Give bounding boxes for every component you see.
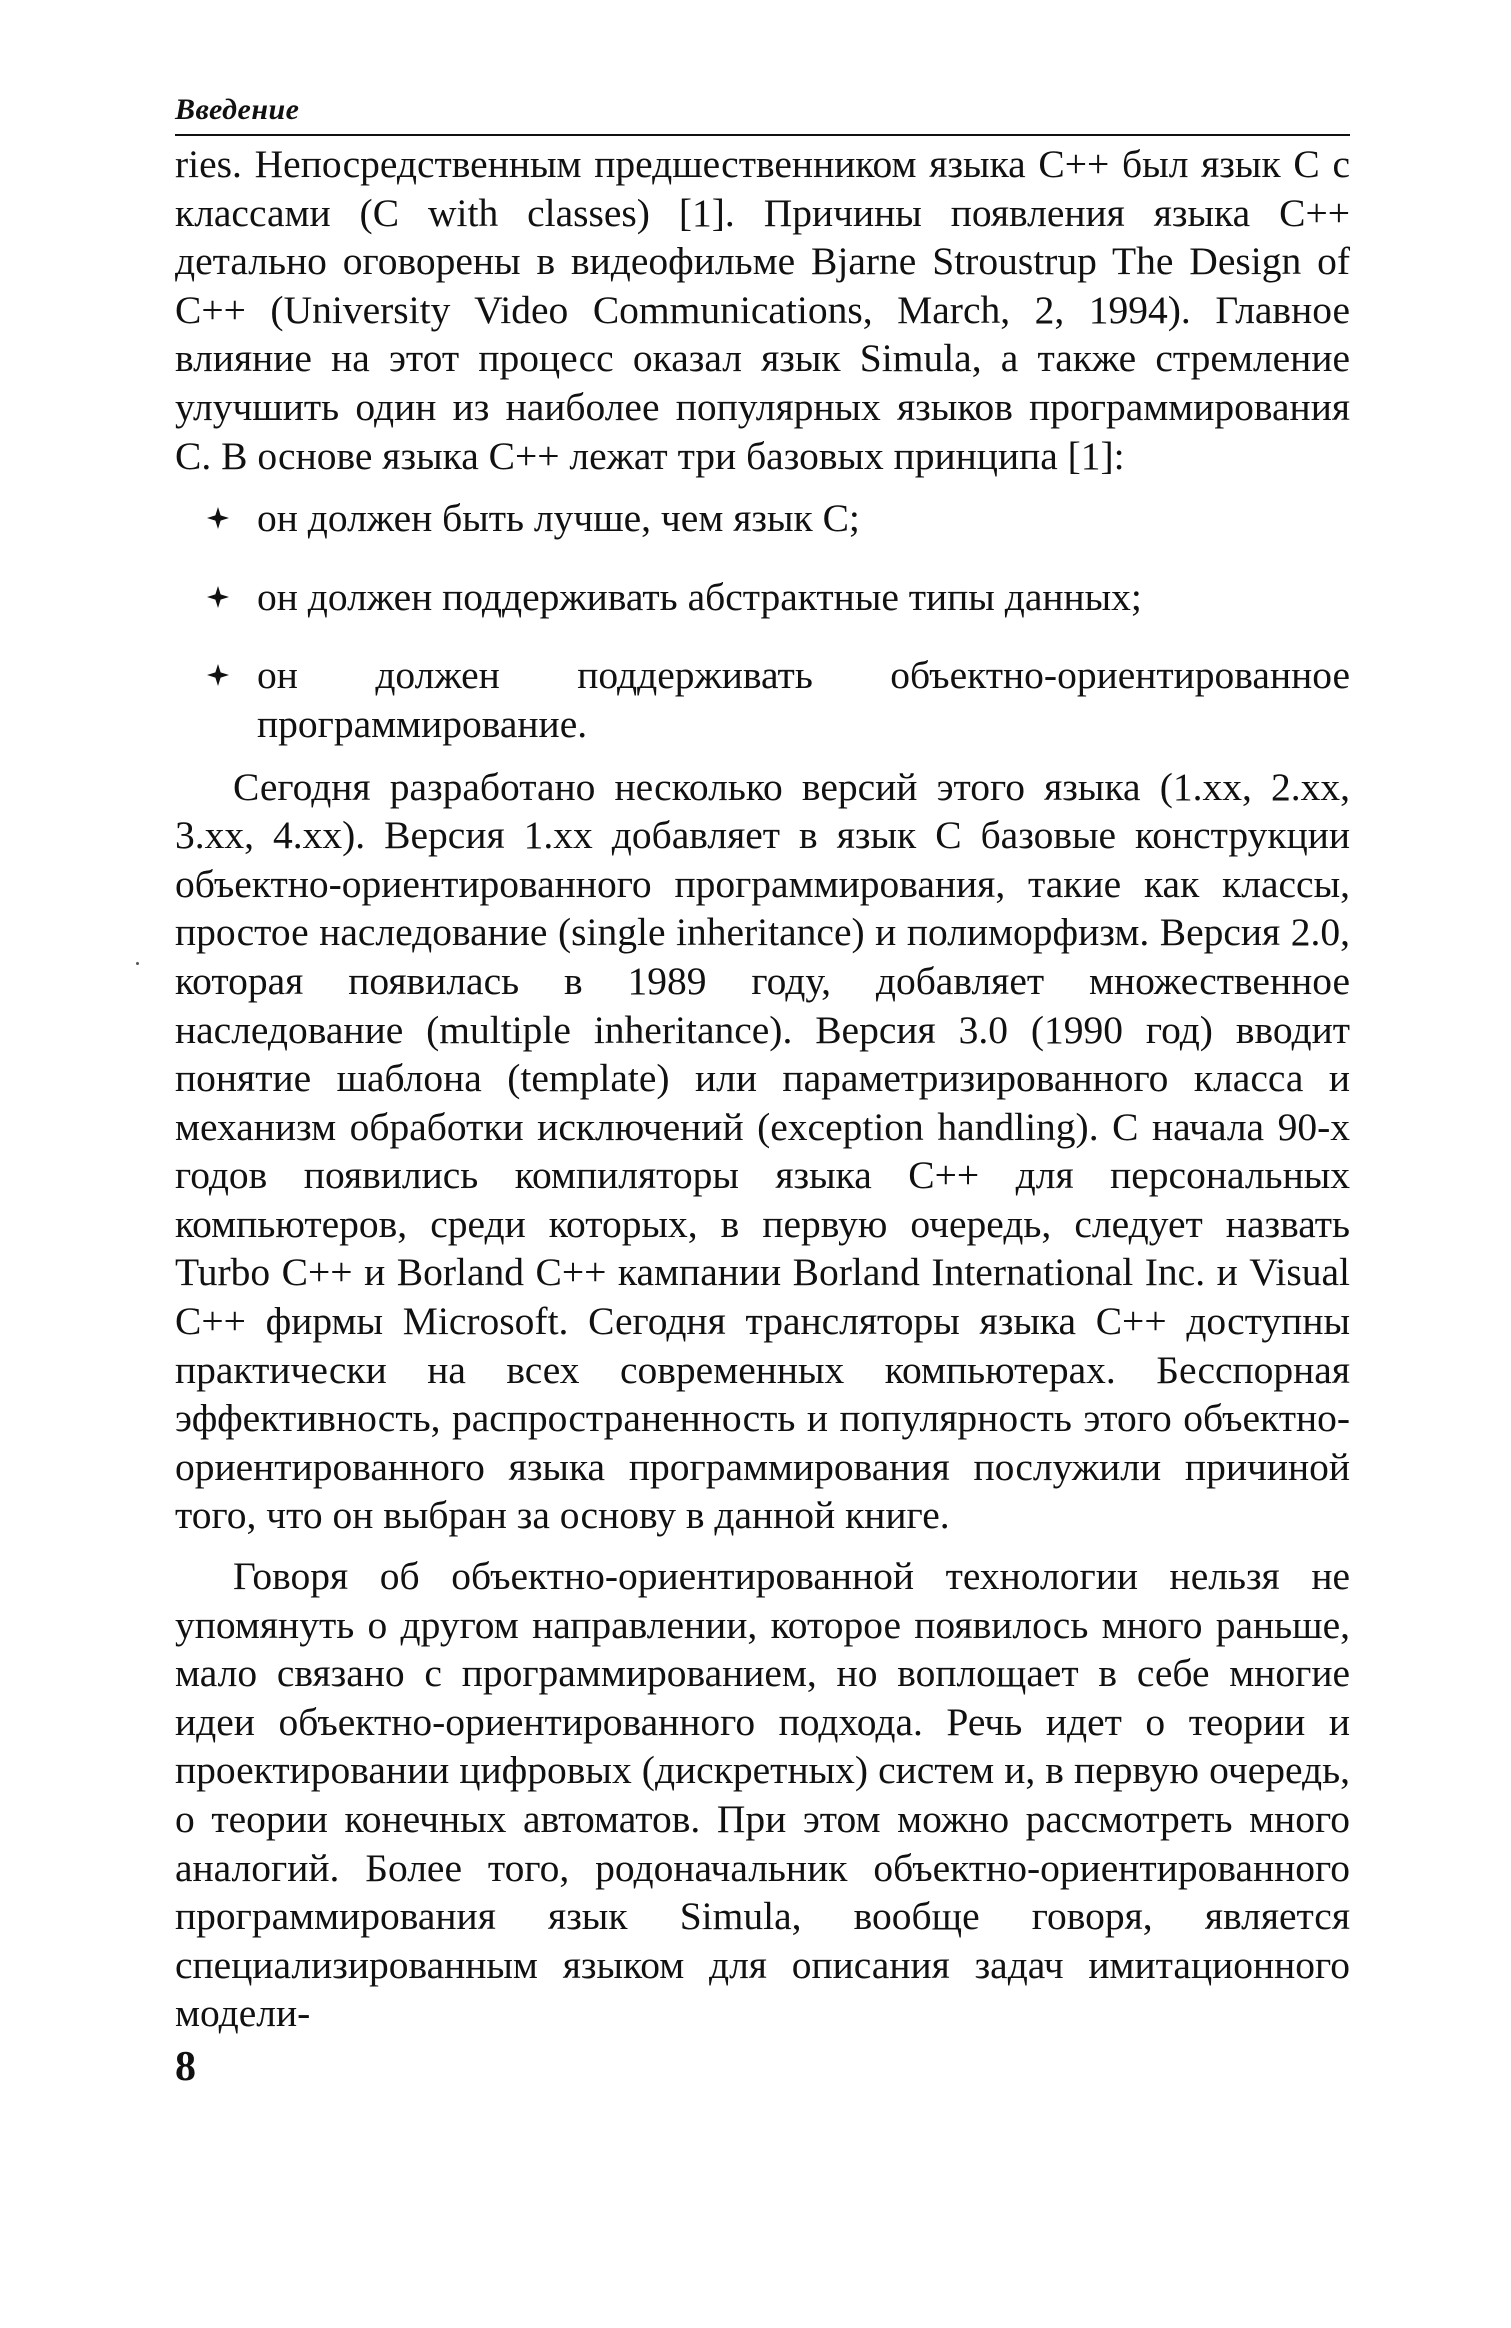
paragraph-1: ries. Непосредственным предшественником языка С++ был язык С с классами (С with classes) [1]. Причины появления языка С++ детально оговорены в видеофильме Bjarne Stroustrup The Design of C++ (University Video Communications, March, 2, 1994). Главное влияние на этот процесс оказал язык Simula, а также стремление улучшить один из наиболее популярных языков программирования С. В основе языка С++ лежат три базовых принципа [1]: [175,142,1350,478]
running-title: Введение [175,93,300,126]
paragraph-2: Сегодня разработано несколько версий этого языка (1.хх, 2.хх, 3.хх, 4.хх). Версия 1.хх добавляет в язык С базовые конструкции объектно-ориентированного программирования, такие как классы, простое наследование (single inheritance) и полиморфизм. Версия 2.0, которая появилась в 1989 году, добавляет множественное наследование (multiple inheritance). Версия 3.0 (1990 год) вводит понятие шаблона (template) или параметризированного класса и механизм обработки исключений (exception handling). С начала 90-х годов появились компиляторы языка С++ для персональных компьютеров, среди которых, в первую очередь, следует назвать Turbo C++ и Borland C++ кампании Borland International Inc. и Visual C++ фирмы Microsoft. Сегодня трансляторы языка С++ доступны практически на всех современных компьютерах. Бесспорная эффективность, распространенность и популярность этого объектно-ориентированного языка программирования послужили причиной того, что он выбран за основу в данной книге. [175,764,1350,1538]
four-point-star-icon [207,664,229,686]
list-item [175,651,1350,748]
list-item-text: он должен быть лучше, чем язык С; [257,496,860,541]
list-item [175,573,1350,622]
page-content [175,90,1350,2038]
paragraph-3: Говоря об объектно-ориентированной технологии нельзя не упомянуть о другом направлении, которое появилось много раньше, мало связано с программированием, но воплощает в себе многие идеи объектно-ориентированного подхода. Речь идет о теории и проектировании цифровых (дискретных) систем и, в первую очередь, о теории конечных автоматов. При этом можно рассмотреть много аналогий. Более того, родоначальник объектно-ориентированного программирования язык Simula, вообще говоря, является специализированным языком для описания задач имитационного модели- [175,1554,1350,2036]
principles-list [175,494,1350,748]
four-point-star-icon [207,586,229,608]
list-item-text: он должен поддерживать абстрактные типы данных; [257,574,1142,619]
list-item-text: он должен поддерживать объектно-ориентированное программирование. [257,653,1350,746]
page-number: 8 [175,2044,196,2090]
list-item [175,494,1350,543]
header-rule [175,134,1350,136]
scan-speck [136,962,139,965]
four-point-star-icon [207,507,229,529]
